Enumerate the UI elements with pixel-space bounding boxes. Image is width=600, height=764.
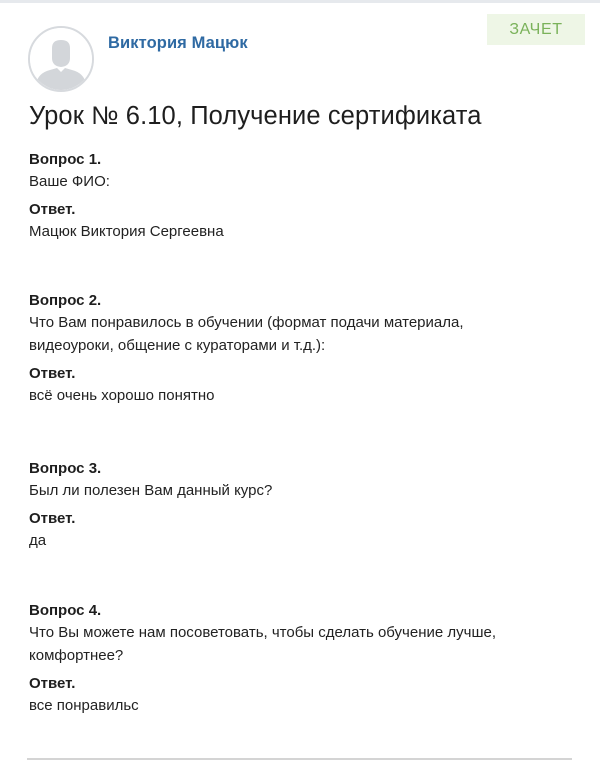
qa-item-1 [29,150,574,243]
answer-label: Ответ. [29,510,76,527]
answer-label: Ответ. [29,365,76,382]
answer-text: да [29,532,47,549]
question-label: Вопрос 4. [29,602,102,619]
answer-label: Ответ. [29,201,76,218]
top-border [0,0,600,3]
answer-label: Ответ. [29,675,76,692]
question-text: Что Вам понравилось в обучении (формат подачи материала, видеоуроки, общение с кураторами и т.д.): [29,314,464,354]
answer-text: всё очень хорошо понятно [29,387,215,404]
question-label: Вопрос 2. [29,292,102,309]
avatar[interactable] [28,26,94,92]
answer-text: Мацюк Виктория Сергеевна [29,223,224,240]
question-text: Что Вы можете нам посоветовать, чтобы сделать обучение лучше, комфортнее? [29,624,496,664]
status-badge: ЗАЧЕТ [487,14,585,45]
question-label: Вопрос 1. [29,151,102,168]
section-divider [27,758,572,760]
qa-item-4 [29,601,499,717]
question-label: Вопрос 3. [29,460,102,477]
answer-text: все понравильс [29,697,139,714]
lesson-title: Урок № 6.10, Получение сертификата [29,102,482,130]
qa-item-2 [29,291,509,407]
author-name-link[interactable]: Виктория Мацюк [108,34,248,52]
question-text: Ваше ФИО: [29,173,110,190]
question-text: Был ли полезен Вам данный курс? [29,482,273,499]
qa-item-3 [29,459,574,552]
default-user-avatar-icon [30,28,92,90]
